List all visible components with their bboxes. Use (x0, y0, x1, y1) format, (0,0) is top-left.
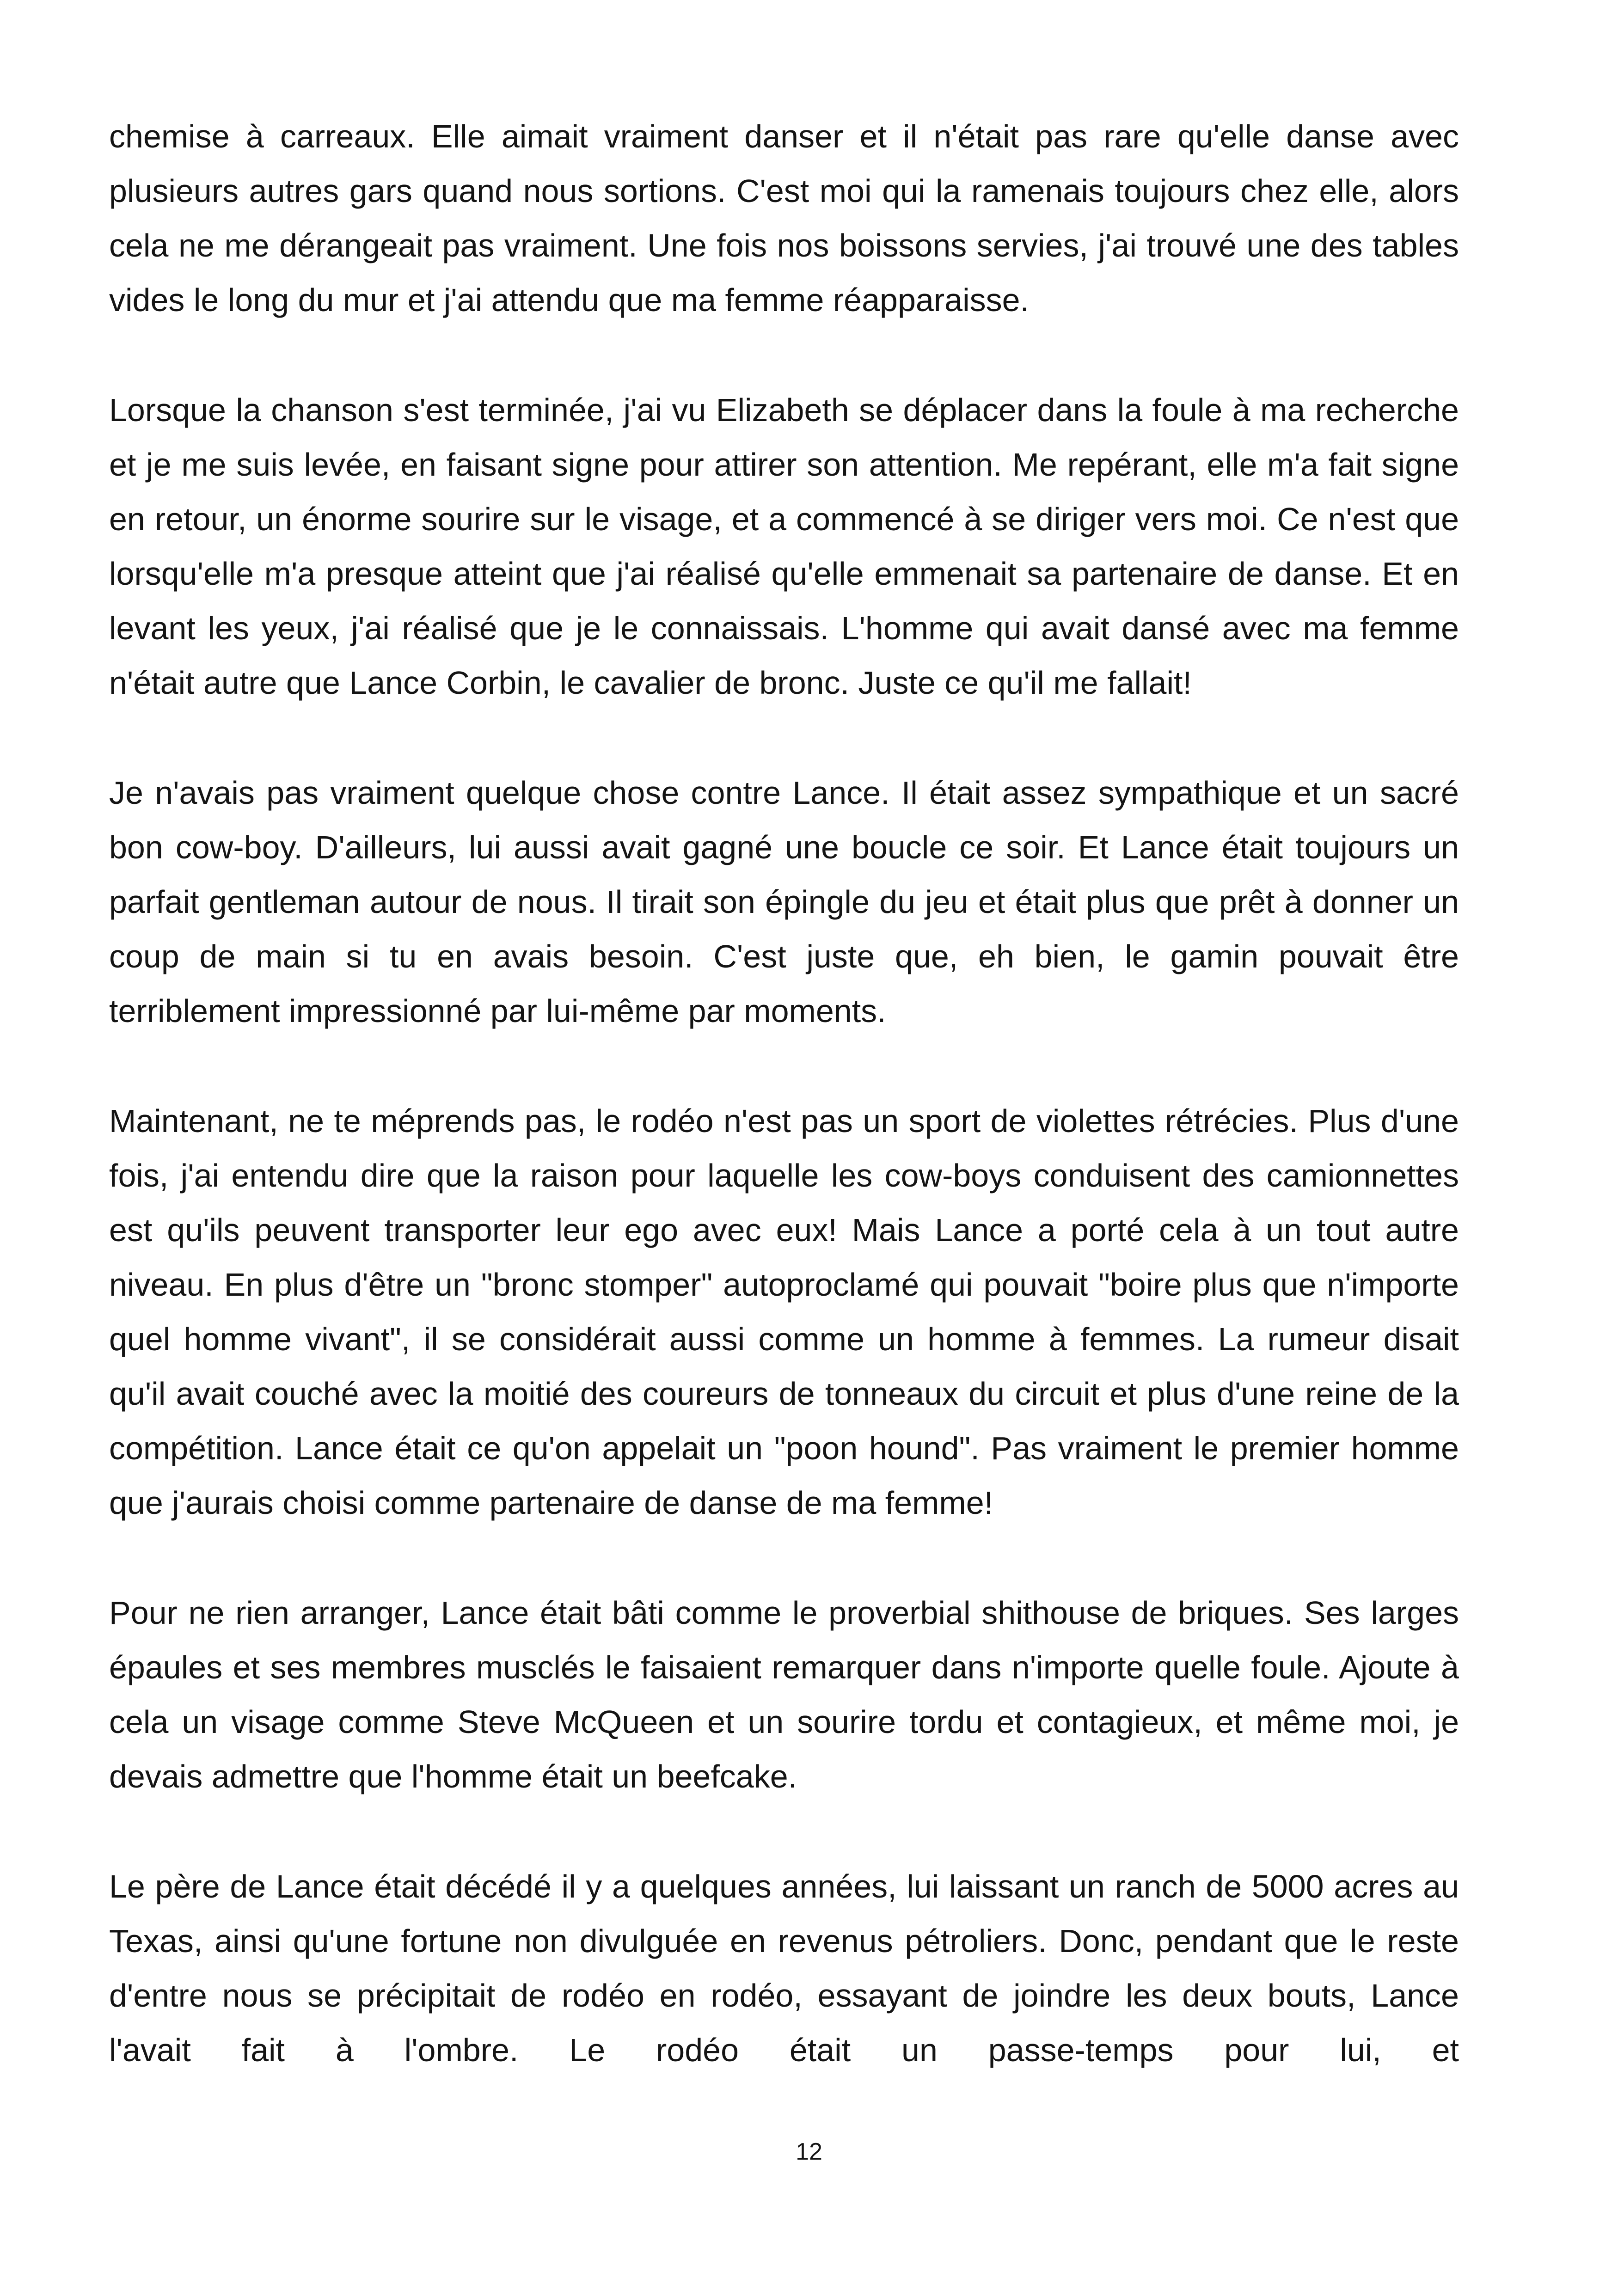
paragraph-6: Le père de Lance était décédé il y a quelques années, lui laissant un ranch de 5000 acres au Texas, ainsi qu'une fortune non divulguée en revenus pétroliers. Donc, pendant que le reste d'entre nous se précipitait de rodéo en rodéo, essayant de joindre les deux bouts, Lance l'avait fait à l'ombre. Le rodéo était un passe-temps pour lui, et (109, 1868, 1459, 2068)
document-body (109, 109, 1459, 2077)
paragraph-5: Pour ne rien arranger, Lance était bâti comme le proverbial shithouse de briques. Ses larges épaules et ses membres musclés le faisaient remarquer dans n'importe quelle foule. Ajoute à cela un visage comme Steve McQueen et un sourire tordu et contagieux, et même moi, je devais admettre que l'homme était un beefcake. (109, 1595, 1459, 1794)
page-number: 12 (796, 2138, 822, 2165)
paragraph-1: chemise à carreaux. Elle aimait vraiment danser et il n'était pas rare qu'elle danse avec plusieurs autres gars quand nous sortions. C'est moi qui la ramenais toujours chez elle, alors cela ne me dérangeait pas vraiment. Une fois nos boissons servies, j'ai trouvé une des tables vides le long du mur et j'ai attendu que ma femme réapparaisse. (109, 118, 1459, 318)
paragraph-3: Je n'avais pas vraiment quelque chose contre Lance. Il était assez sympathique et un sacré bon cow-boy. D'ailleurs, lui aussi avait gagné une boucle ce soir. Et Lance était toujours un parfait gentleman autour de nous. Il tirait son épingle du jeu et était plus que prêt à donner un coup de main si tu en avais besoin. C'est juste que, eh bien, le gamin pouvait être terriblement impressionné par lui-même par moments. (109, 775, 1459, 1029)
paragraph-4: Maintenant, ne te méprends pas, le rodéo n'est pas un sport de violettes rétrécies. Plus d'une fois, j'ai entendu dire que la raison pour laquelle les cow-boys conduisent des camionnettes est qu'ils peuvent transporter leur ego avec eux! Mais Lance a porté cela à un tout autre niveau. En plus d'être un "bronc stomper" autoproclamé qui pouvait "boire plus que n'importe quel homme vivant", il se considérait aussi comme un homme à femmes. La rumeur disait qu'il avait couché avec la moitié des coureurs de tonneaux du circuit et plus d'une reine de la compétition. Lance était ce qu'on appelait un "poon hound". Pas vraiment le premier homme que j'aurais choisi comme partenaire de danse de ma femme! (109, 1103, 1459, 1521)
paragraph-2: Lorsque la chanson s'est terminée, j'ai vu Elizabeth se déplacer dans la foule à ma recherche et je me suis levée, en faisant signe pour attirer son attention. Me repérant, elle m'a fait signe en retour, un énorme sourire sur le visage, et a commencé à se diriger vers moi. Ce n'est que lorsqu'elle m'a presque atteint que j'ai réalisé qu'elle emmenait sa partenaire de danse. Et en levant les yeux, j'ai réalisé que je le connaissais. L'homme qui avait dansé avec ma femme n'était autre que Lance Corbin, le cavalier de bronc. Juste ce qu'il me fallait! (109, 392, 1459, 701)
